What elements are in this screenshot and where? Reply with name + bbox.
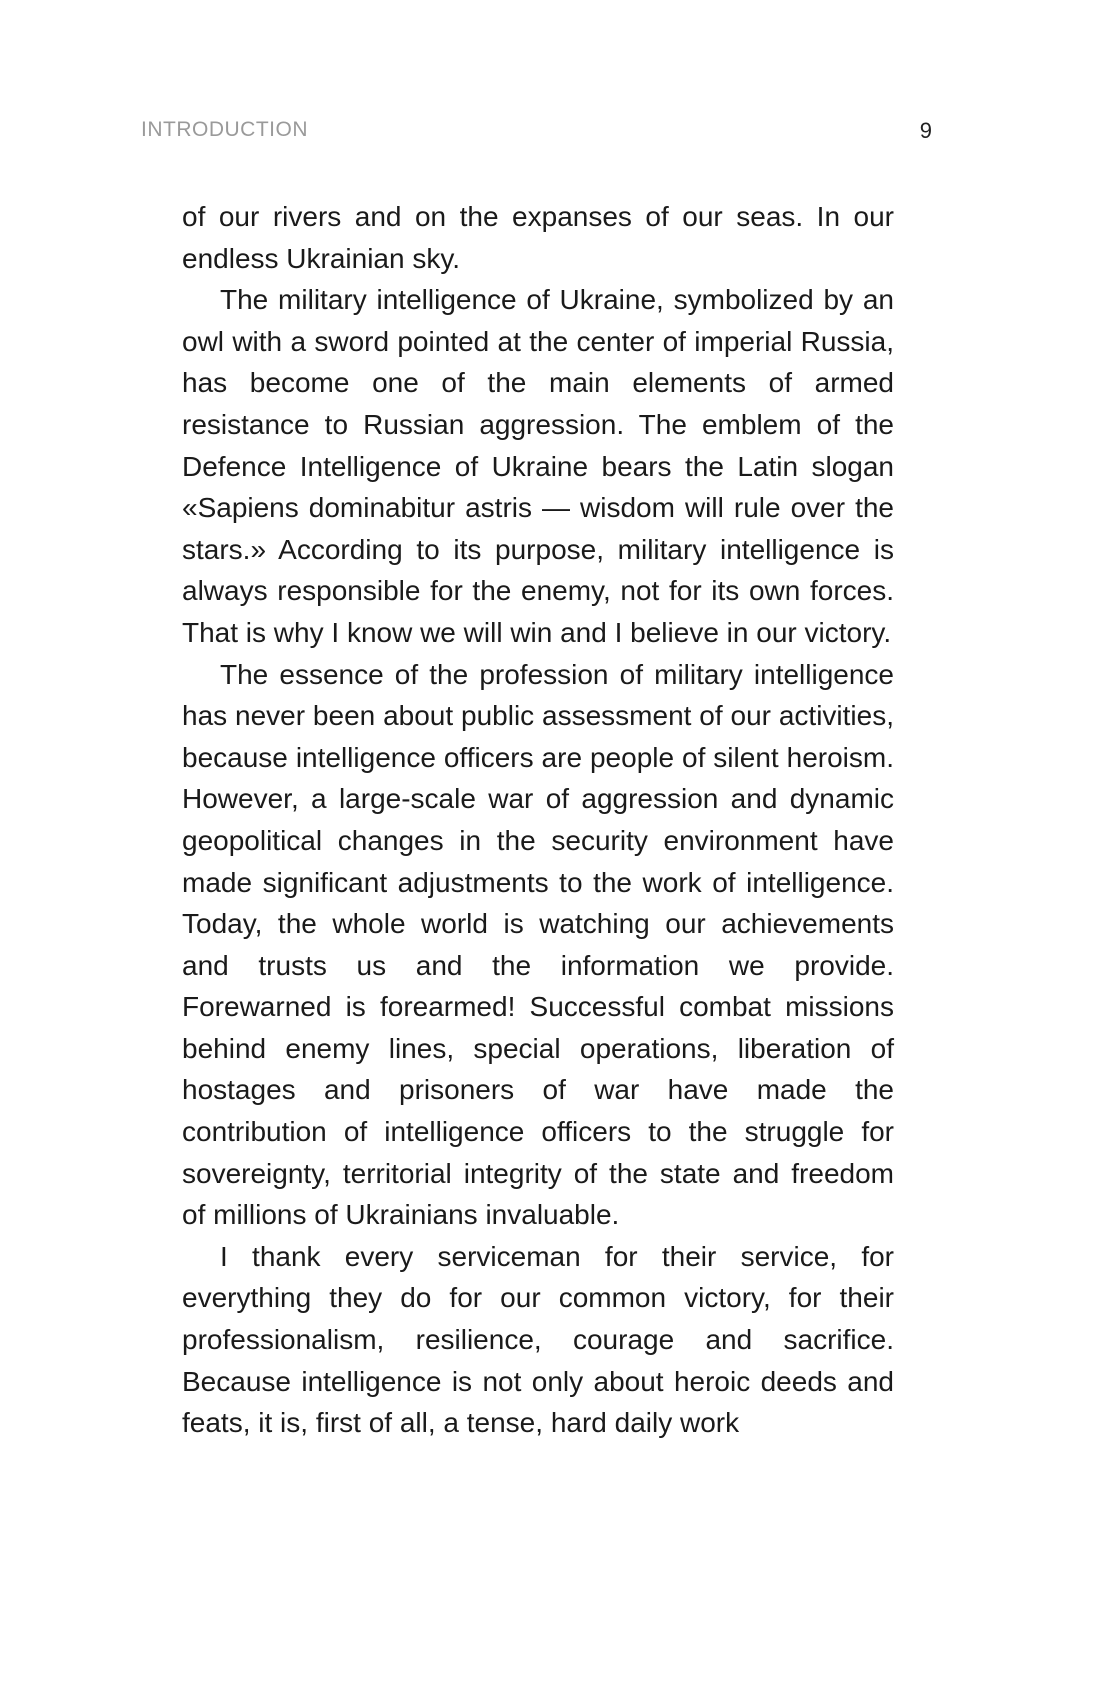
page-number: 9 — [919, 118, 932, 143]
paragraph: The military intelligence of Ukraine, symbolized by an owl with a sword pointed at the center of imperial Russia, has become one of the main elements of armed resistance to Russian aggression. The emblem of the Defence Intelligence of Ukraine bears the Latin slogan «Sapiens dominabitur astris — wisdom will rule over the stars.» According to its purpose, military intelligence is always responsible for the enemy, not for its own forces. That is why I know we will win and I believe in our victory. — [182, 284, 894, 648]
paragraph: The essence of the profession of military intelligence has never been about public assessment of our activities, because intelligence officers are people of silent heroism. However, a large-scale war of aggression and dynamic geopolitical changes in the security environment have made significant adjustments to the work of intelligence. Today, the whole world is watching our achievements and trusts us and the information we provide. Forewarned is forearmed! Successful combat missions behind enemy lines, special operations, liberation of hostages and prisoners of war have made the contribution of intelligence officers to the struggle for sovereignty, territorial integrity of the state and freedom of millions of Ukrainians invaluable. — [182, 658, 894, 1231]
running-head: INTRODUCTION — [141, 118, 308, 141]
paragraph: I thank every serviceman for their service, for everything they do for our common victory, for their professionalism, resilience, courage and sacrifice. Because intelligence is not only about heroic deeds and feats, it is, first of all, a tense, hard daily work — [182, 1240, 894, 1439]
body-text — [182, 196, 894, 1444]
paragraph-continuation: of our rivers and on the expanses of our seas. In our endless Ukrainian sky. — [182, 201, 894, 274]
